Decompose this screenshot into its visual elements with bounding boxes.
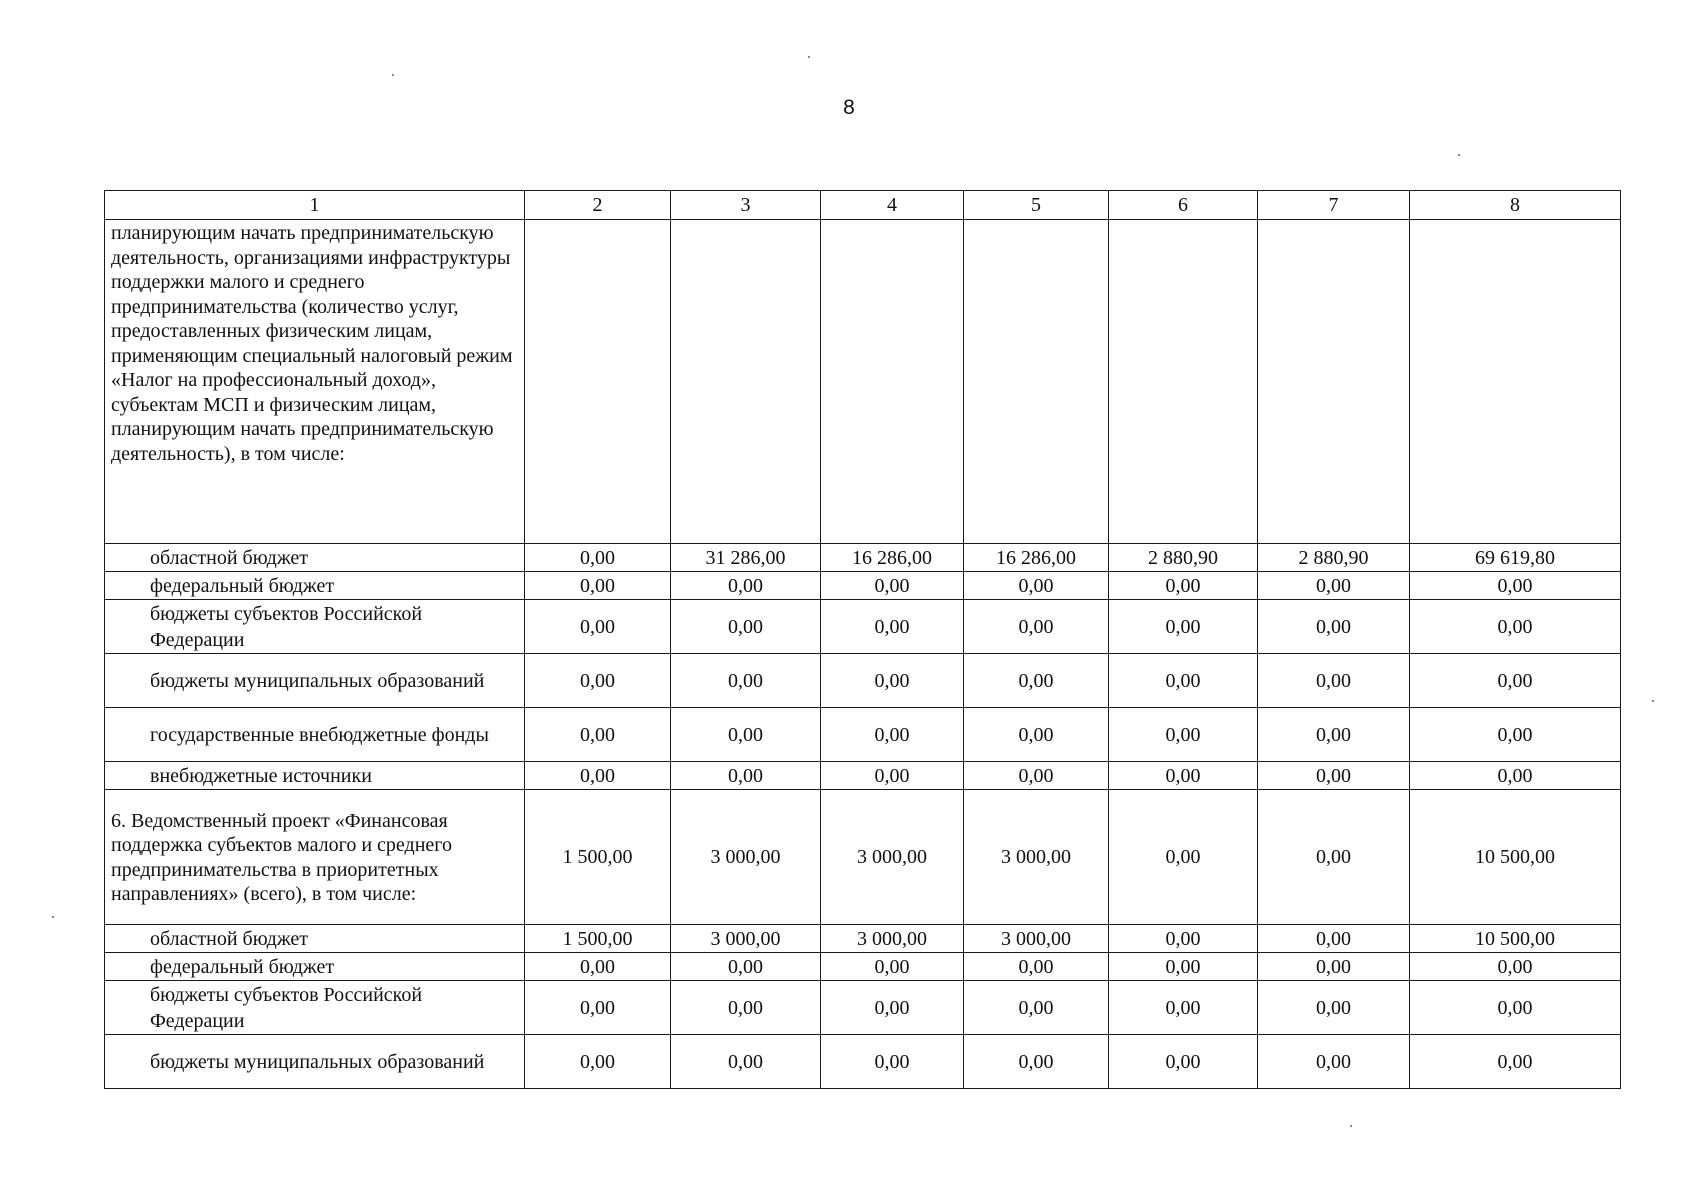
row-value: 16 286,00 bbox=[964, 544, 1109, 572]
row-value: 0,00 bbox=[671, 600, 821, 654]
row-value: 0,00 bbox=[1410, 572, 1621, 600]
row-label: планирующим начать предпринимательскую деятельность, организациями инфраструктуры поддержки малого и среднего предпринимательства (количество услуг, предоставленных физическим лицам, применяющим специальный налоговый режим «Налог на профессиональный доход», субъектам МСП и физическим лицам, планирующим начать предпринимательскую деятельность), в том числе: bbox=[105, 220, 525, 544]
row-value: 2 880,90 bbox=[1258, 544, 1410, 572]
column-header: 5 bbox=[964, 191, 1109, 220]
row-value: 0,00 bbox=[525, 572, 671, 600]
row-value: 0,00 bbox=[1109, 981, 1258, 1035]
row-value: 0,00 bbox=[671, 953, 821, 981]
row-value: 0,00 bbox=[964, 708, 1109, 762]
row-value bbox=[821, 220, 964, 544]
scan-speck bbox=[1350, 1125, 1352, 1127]
row-value: 0,00 bbox=[1410, 654, 1621, 708]
row-value: 0,00 bbox=[525, 1035, 671, 1089]
row-value: 0,00 bbox=[1109, 600, 1258, 654]
table-row bbox=[105, 790, 1621, 925]
row-value: 0,00 bbox=[1258, 925, 1410, 953]
row-value: 0,00 bbox=[1258, 654, 1410, 708]
row-value: 0,00 bbox=[964, 1035, 1109, 1089]
column-header: 2 bbox=[525, 191, 671, 220]
table-row bbox=[105, 544, 1621, 572]
table-row bbox=[105, 925, 1621, 953]
row-value: 0,00 bbox=[671, 1035, 821, 1089]
table-row bbox=[105, 708, 1621, 762]
row-value: 0,00 bbox=[525, 762, 671, 790]
row-value bbox=[525, 220, 671, 544]
scan-speck bbox=[392, 74, 394, 76]
row-value: 0,00 bbox=[821, 600, 964, 654]
row-value: 0,00 bbox=[1410, 981, 1621, 1035]
row-value: 0,00 bbox=[1410, 708, 1621, 762]
table-row bbox=[105, 981, 1621, 1035]
row-value: 0,00 bbox=[525, 708, 671, 762]
table-row bbox=[105, 1035, 1621, 1089]
budget-table bbox=[104, 190, 1621, 1089]
row-value: 0,00 bbox=[821, 1035, 964, 1089]
page-number: 8 bbox=[843, 96, 855, 119]
row-value bbox=[671, 220, 821, 544]
column-header: 6 bbox=[1109, 191, 1258, 220]
row-value: 0,00 bbox=[671, 572, 821, 600]
row-value: 0,00 bbox=[964, 654, 1109, 708]
row-value: 0,00 bbox=[671, 708, 821, 762]
table-row bbox=[105, 654, 1621, 708]
row-value: 0,00 bbox=[1410, 1035, 1621, 1089]
row-value: 3 000,00 bbox=[671, 925, 821, 953]
row-value: 0,00 bbox=[525, 600, 671, 654]
scan-speck bbox=[1652, 700, 1654, 702]
row-label: бюджеты субъектов Российской Федерации bbox=[105, 981, 525, 1035]
row-value: 0,00 bbox=[1258, 600, 1410, 654]
scan-speck bbox=[52, 916, 54, 918]
row-value: 0,00 bbox=[1109, 1035, 1258, 1089]
row-value: 3 000,00 bbox=[671, 790, 821, 925]
table-row bbox=[105, 220, 1621, 544]
row-value: 2 880,90 bbox=[1109, 544, 1258, 572]
row-value: 0,00 bbox=[1109, 708, 1258, 762]
row-value bbox=[1258, 220, 1410, 544]
row-value bbox=[1410, 220, 1621, 544]
row-label: бюджеты муниципальных образований bbox=[105, 654, 525, 708]
row-value: 10 500,00 bbox=[1410, 790, 1621, 925]
row-label: внебюджетные источники bbox=[105, 762, 525, 790]
row-value: 0,00 bbox=[821, 572, 964, 600]
row-value: 0,00 bbox=[1109, 953, 1258, 981]
row-value: 0,00 bbox=[964, 600, 1109, 654]
row-value: 0,00 bbox=[1258, 762, 1410, 790]
row-value: 1 500,00 bbox=[525, 790, 671, 925]
row-value: 0,00 bbox=[671, 981, 821, 1035]
row-label: областной бюджет bbox=[105, 544, 525, 572]
row-value: 0,00 bbox=[821, 762, 964, 790]
row-value: 0,00 bbox=[821, 708, 964, 762]
column-header: 8 bbox=[1410, 191, 1621, 220]
row-value: 0,00 bbox=[821, 654, 964, 708]
row-value: 0,00 bbox=[821, 953, 964, 981]
row-value: 3 000,00 bbox=[821, 925, 964, 953]
table-row bbox=[105, 762, 1621, 790]
column-header: 4 bbox=[821, 191, 964, 220]
row-value: 0,00 bbox=[1258, 981, 1410, 1035]
row-value: 0,00 bbox=[1258, 790, 1410, 925]
row-label: федеральный бюджет bbox=[105, 953, 525, 981]
row-value: 0,00 bbox=[671, 762, 821, 790]
row-label: областной бюджет bbox=[105, 925, 525, 953]
row-value: 0,00 bbox=[1109, 925, 1258, 953]
row-value bbox=[964, 220, 1109, 544]
row-value: 0,00 bbox=[1109, 762, 1258, 790]
row-value: 0,00 bbox=[1258, 708, 1410, 762]
row-label: бюджеты муниципальных образований bbox=[105, 1035, 525, 1089]
row-value: 16 286,00 bbox=[821, 544, 964, 572]
column-number-row bbox=[105, 191, 1621, 220]
row-label: бюджеты субъектов Российской Федерации bbox=[105, 600, 525, 654]
row-value: 0,00 bbox=[1109, 572, 1258, 600]
row-value: 3 000,00 bbox=[964, 925, 1109, 953]
table-row bbox=[105, 953, 1621, 981]
row-value: 69 619,80 bbox=[1410, 544, 1621, 572]
row-value: 0,00 bbox=[525, 654, 671, 708]
row-label: федеральный бюджет bbox=[105, 572, 525, 600]
row-value bbox=[1109, 220, 1258, 544]
row-value: 0,00 bbox=[964, 953, 1109, 981]
row-value: 0,00 bbox=[671, 654, 821, 708]
row-value: 0,00 bbox=[1258, 572, 1410, 600]
row-value: 1 500,00 bbox=[525, 925, 671, 953]
row-value: 0,00 bbox=[1109, 654, 1258, 708]
row-value: 0,00 bbox=[964, 572, 1109, 600]
column-header: 7 bbox=[1258, 191, 1410, 220]
row-value: 0,00 bbox=[1109, 790, 1258, 925]
row-value: 10 500,00 bbox=[1410, 925, 1621, 953]
row-value: 0,00 bbox=[1258, 1035, 1410, 1089]
row-value: 0,00 bbox=[1410, 953, 1621, 981]
row-value: 0,00 bbox=[525, 544, 671, 572]
row-value: 0,00 bbox=[1410, 762, 1621, 790]
row-value: 3 000,00 bbox=[964, 790, 1109, 925]
row-value: 0,00 bbox=[964, 762, 1109, 790]
row-value: 0,00 bbox=[525, 953, 671, 981]
table-row bbox=[105, 572, 1621, 600]
row-label: 6. Ведомственный проект «Финансовая поддержка субъектов малого и среднего предпринимательства в приоритетных направлениях» (всего), в том числе: bbox=[105, 790, 525, 925]
row-value: 0,00 bbox=[525, 981, 671, 1035]
column-header: 1 bbox=[105, 191, 525, 220]
row-label: государственные внебюджетные фонды bbox=[105, 708, 525, 762]
scan-speck bbox=[808, 56, 810, 58]
row-value: 31 286,00 bbox=[671, 544, 821, 572]
row-value: 0,00 bbox=[1258, 953, 1410, 981]
row-value: 0,00 bbox=[821, 981, 964, 1035]
row-value: 3 000,00 bbox=[821, 790, 964, 925]
scan-speck bbox=[1458, 154, 1460, 156]
row-value: 0,00 bbox=[964, 981, 1109, 1035]
column-header: 3 bbox=[671, 191, 821, 220]
table-row bbox=[105, 600, 1621, 654]
row-value: 0,00 bbox=[1410, 600, 1621, 654]
